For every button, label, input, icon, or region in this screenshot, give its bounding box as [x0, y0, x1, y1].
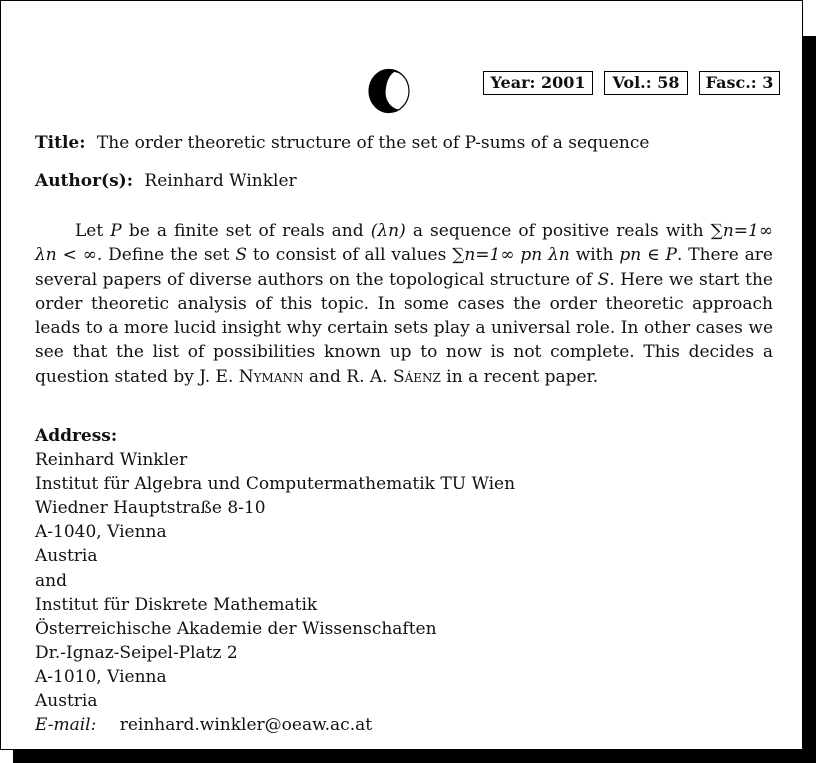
math-expression: pn ∈ P — [619, 245, 677, 266]
address-line: Wiedner Hauptstraße 8-10 — [35, 498, 266, 519]
author-row — [35, 171, 297, 191]
abstract-text: . Here we start the order theoretic analysis of this topic. In some cases the order theoretic approach leads to a more lucid insight why certain sets play a universal role. In other cases we see that the list of possibilities known up to now is not complete. This decides a question stated by — [35, 269, 773, 387]
address-line: Österreichische Akademie der Wissenschaften — [35, 618, 437, 639]
abstract-text: be a finite set of reals and — [121, 221, 371, 241]
address-line: A-1040, Vienna — [35, 522, 167, 543]
address-line: Reinhard Winkler — [35, 450, 188, 471]
abstract-text: a sequence of positive reals with — [405, 221, 711, 241]
address-block — [35, 424, 515, 737]
email-label: E-mail: — [35, 715, 97, 736]
address-line: Dr.-Ignaz-Seipel-Platz 2 — [35, 642, 238, 663]
address-line: A-1010, Vienna — [35, 666, 167, 687]
fascicle-badge: Fasc.: 3 — [699, 71, 780, 95]
address-line: Institut für Diskrete Mathematik — [35, 594, 318, 615]
email-address: reinhard.winkler@oeaw.ac.at — [119, 715, 373, 736]
year-badge: Year: 2001 — [483, 71, 593, 95]
author-reference: R. A. Sáenz — [346, 366, 441, 387]
abstract — [35, 219, 773, 389]
address-heading: Address: — [35, 426, 118, 446]
abstract-text: to consist of all values — [246, 245, 453, 266]
volume-badge: Vol.: 58 — [604, 71, 688, 95]
abstract-text: Let — [75, 221, 111, 241]
address-line: Austria — [35, 546, 98, 567]
math-expression: ∑n=1∞ λn < ∞ — [35, 221, 773, 266]
half-moon-logo-icon — [367, 68, 411, 114]
math-expression: (λn) — [370, 221, 406, 241]
paper-title: The order theoretic structure of the set of P-sums of a sequence — [96, 133, 650, 153]
address-line: Austria — [35, 691, 98, 712]
title-label: Title: — [35, 133, 86, 153]
abstract-text: in a recent paper. — [440, 366, 599, 387]
abstract-text: . Define the set — [96, 245, 236, 266]
title-row — [35, 133, 649, 153]
page-shadow-right — [803, 36, 816, 763]
abstract-text: with — [569, 245, 620, 266]
abstract-text: and — [303, 366, 347, 387]
math-symbol: S — [597, 269, 610, 290]
email-row — [35, 713, 515, 737]
address-line: and — [35, 570, 67, 591]
abstract-text: . There are several papers of diverse authors on the topological structure of — [35, 245, 773, 290]
author-reference: J. E. Nymann — [199, 366, 304, 387]
math-expression: ∑n=1∞ pn λn — [452, 245, 570, 266]
page-shadow-bottom — [13, 750, 816, 763]
math-symbol: S — [235, 245, 247, 266]
address-line: Institut für Algebra und Computermathematik TU Wien — [35, 474, 516, 495]
author-label: Author(s): — [35, 171, 133, 191]
author-name: Reinhard Winkler — [144, 171, 297, 191]
math-symbol: P — [110, 221, 122, 241]
